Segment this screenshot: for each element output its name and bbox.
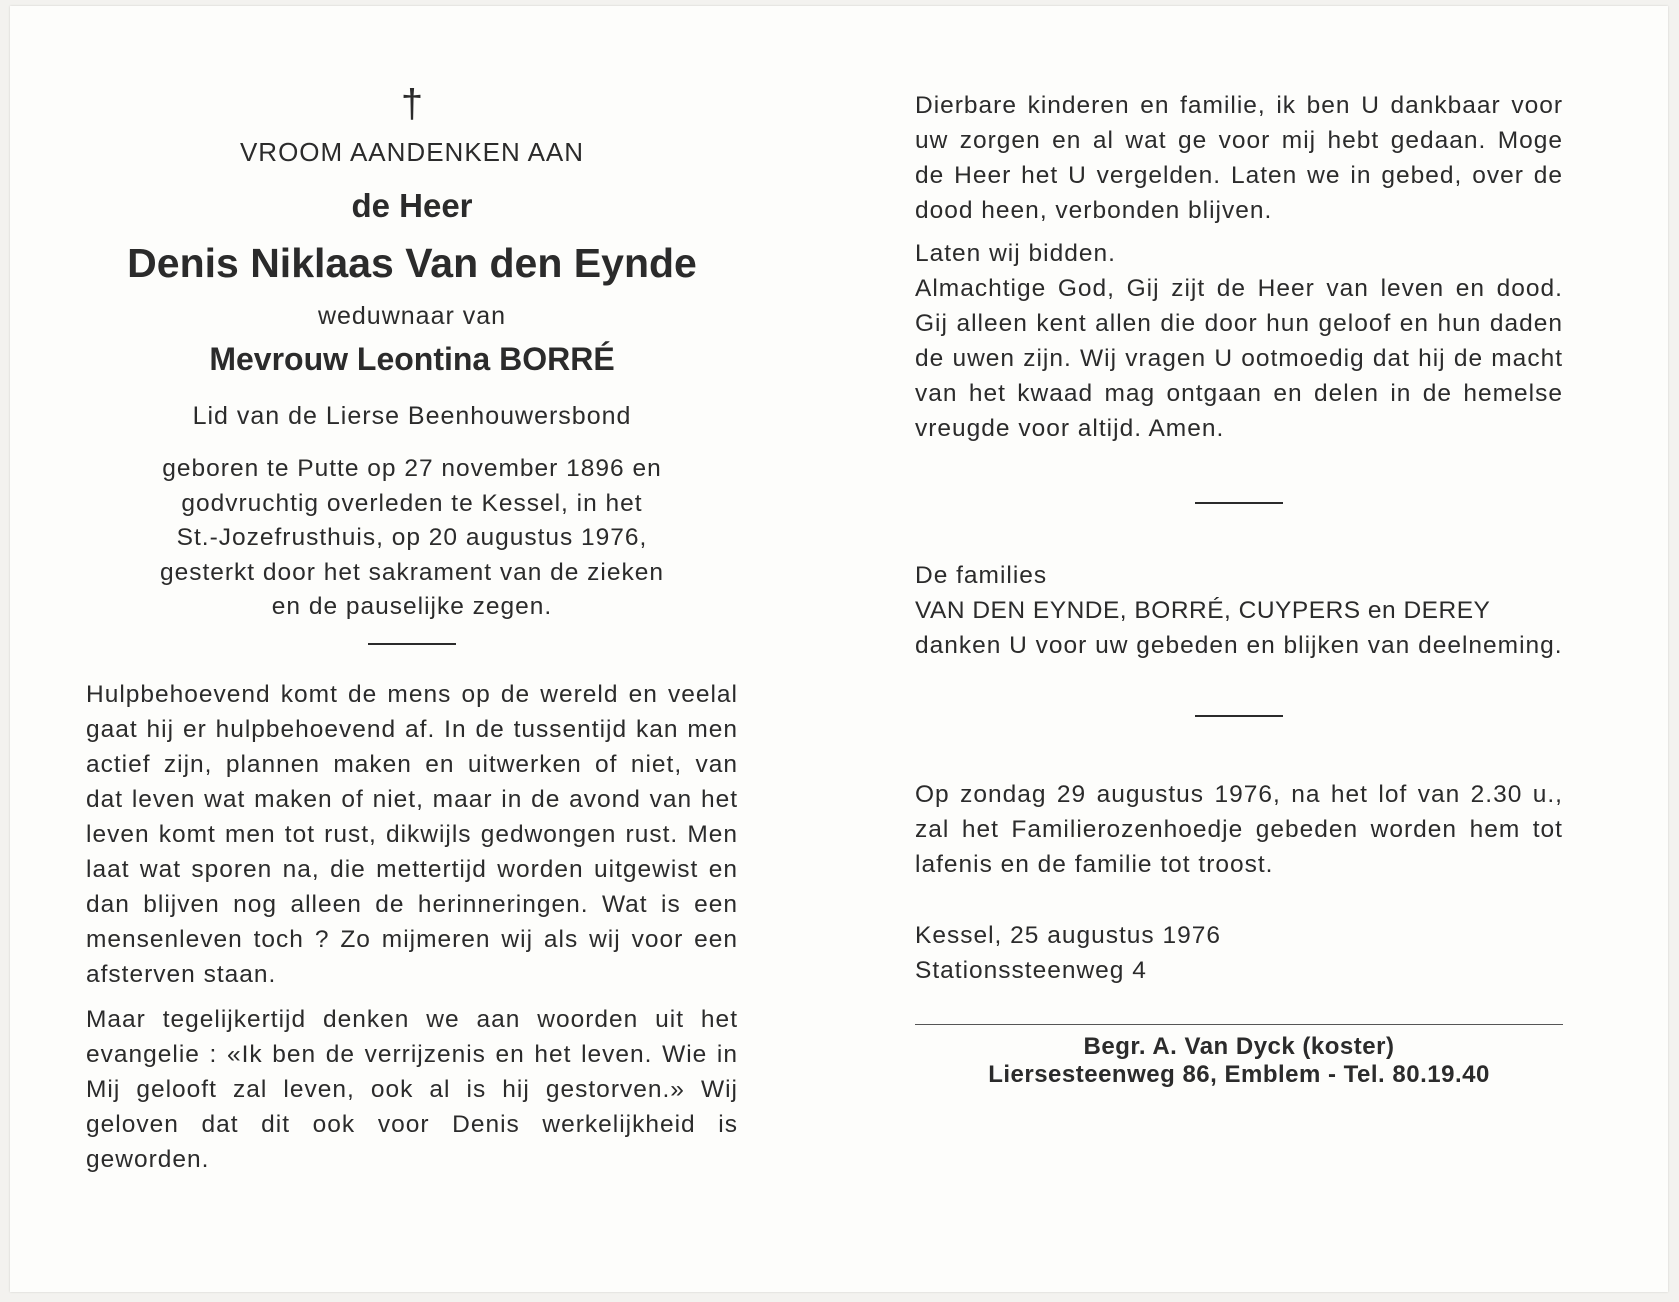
title-text: de Heer bbox=[351, 187, 473, 224]
spouse-name: Mevrouw Leontina BORRÉ bbox=[209, 341, 615, 377]
reflection-paragraph: Hulpbehoevend komt de mens op de wereld en veelal gaat hij er hulpbehoevend af. In de tussentijd kan men actief zijn, plannen maken en uitwerken of niet, van dat leven wat maken of niet, maar in de avond van het leven komt men tot rust, dikwijls gedwongen rust. Men laat wat sporen na, die mettertijd worden uitgewist en dan blijven nog alleen de herinneringen. Wat is een mensenleven toch ? Zo mijmeren wij als wij voor een afsterven staan. bbox=[86, 680, 738, 988]
place-date: Kessel, 25 augustus 1976 bbox=[915, 922, 1221, 949]
widower-of-text: weduwnaar van bbox=[317, 302, 507, 330]
thanks-paragraph: Dierbare kinderen en familie, ik ben U dankbaar voor uw zorgen en al wat ge voor mij hebt gedaan. Moge de Heer het U vergelden. Laten we in gebed, over de dood heen, verbonden blijven. bbox=[915, 92, 1563, 224]
printer-line-1: Begr. A. Van Dyck (koster) bbox=[1083, 1033, 1395, 1060]
birth-death-block bbox=[86, 452, 738, 625]
born-line-5: en de pauselijke zegen. bbox=[271, 593, 553, 620]
prayer-label: Laten wij bidden. bbox=[915, 240, 1116, 267]
printer-line-2: Liersesteenweg 86, Emblem - Tel. 80.19.40 bbox=[988, 1061, 1490, 1088]
families-names: VAN DEN EYNDE, BORRÉ, CUYPERS en DEREY bbox=[915, 597, 1491, 624]
header-text: VROOM AANDENKEN AAN bbox=[239, 137, 585, 167]
born-line-1: geboren te Putte op 27 november 1896 en bbox=[162, 455, 662, 482]
address: Stationssteenweg 4 bbox=[915, 957, 1147, 984]
born-line-3: St.-Jozefrusthuis, op 20 augustus 1976, bbox=[176, 524, 648, 551]
memorial-card bbox=[10, 6, 1668, 1292]
cross-icon: † bbox=[400, 82, 424, 126]
families-thanks: danken U voor uw gebeden en blijken van deelneming. bbox=[915, 632, 1563, 659]
prayer-paragraph: Almachtige God, Gij zijt de Heer van leven en dood. Gij alleen kent allen die door hun geloof en hun daden de uwen zijn. Wij vragen U ootmoedig dat hij de macht van het kwaad mag ontgaan en delen in de hemelse vreugde voor altijd. Amen. bbox=[915, 275, 1563, 442]
rosary-announcement: Op zondag 29 augustus 1976, na het lof van 2.30 u., zal het Familierozenhoedje gebeden worden hem tot lafenis en de familie tot troost. bbox=[915, 781, 1563, 878]
born-line-4: gesterkt door het sakrament van de zieken bbox=[159, 558, 665, 586]
deceased-name: Denis Niklaas Van den Eynde bbox=[127, 240, 697, 286]
gospel-paragraph: Maar tegelijkertijd denken we aan woorden uit het evangelie : «Ik ben de verrijzenis en het leven. Wie in Mij gelooft zal leven, ook al is hij gestorven.» Wij geloven dat dit ook voor Denis werkelijkheid is geworden. bbox=[86, 1005, 738, 1173]
families-label: De families bbox=[915, 562, 1048, 589]
born-line-2: godvruchtig overleden te Kessel, in het bbox=[181, 489, 643, 517]
right-column bbox=[915, 88, 1563, 1089]
member-text: Lid van de Lierse Beenhouwersbond bbox=[192, 402, 632, 430]
left-column bbox=[86, 84, 738, 1177]
